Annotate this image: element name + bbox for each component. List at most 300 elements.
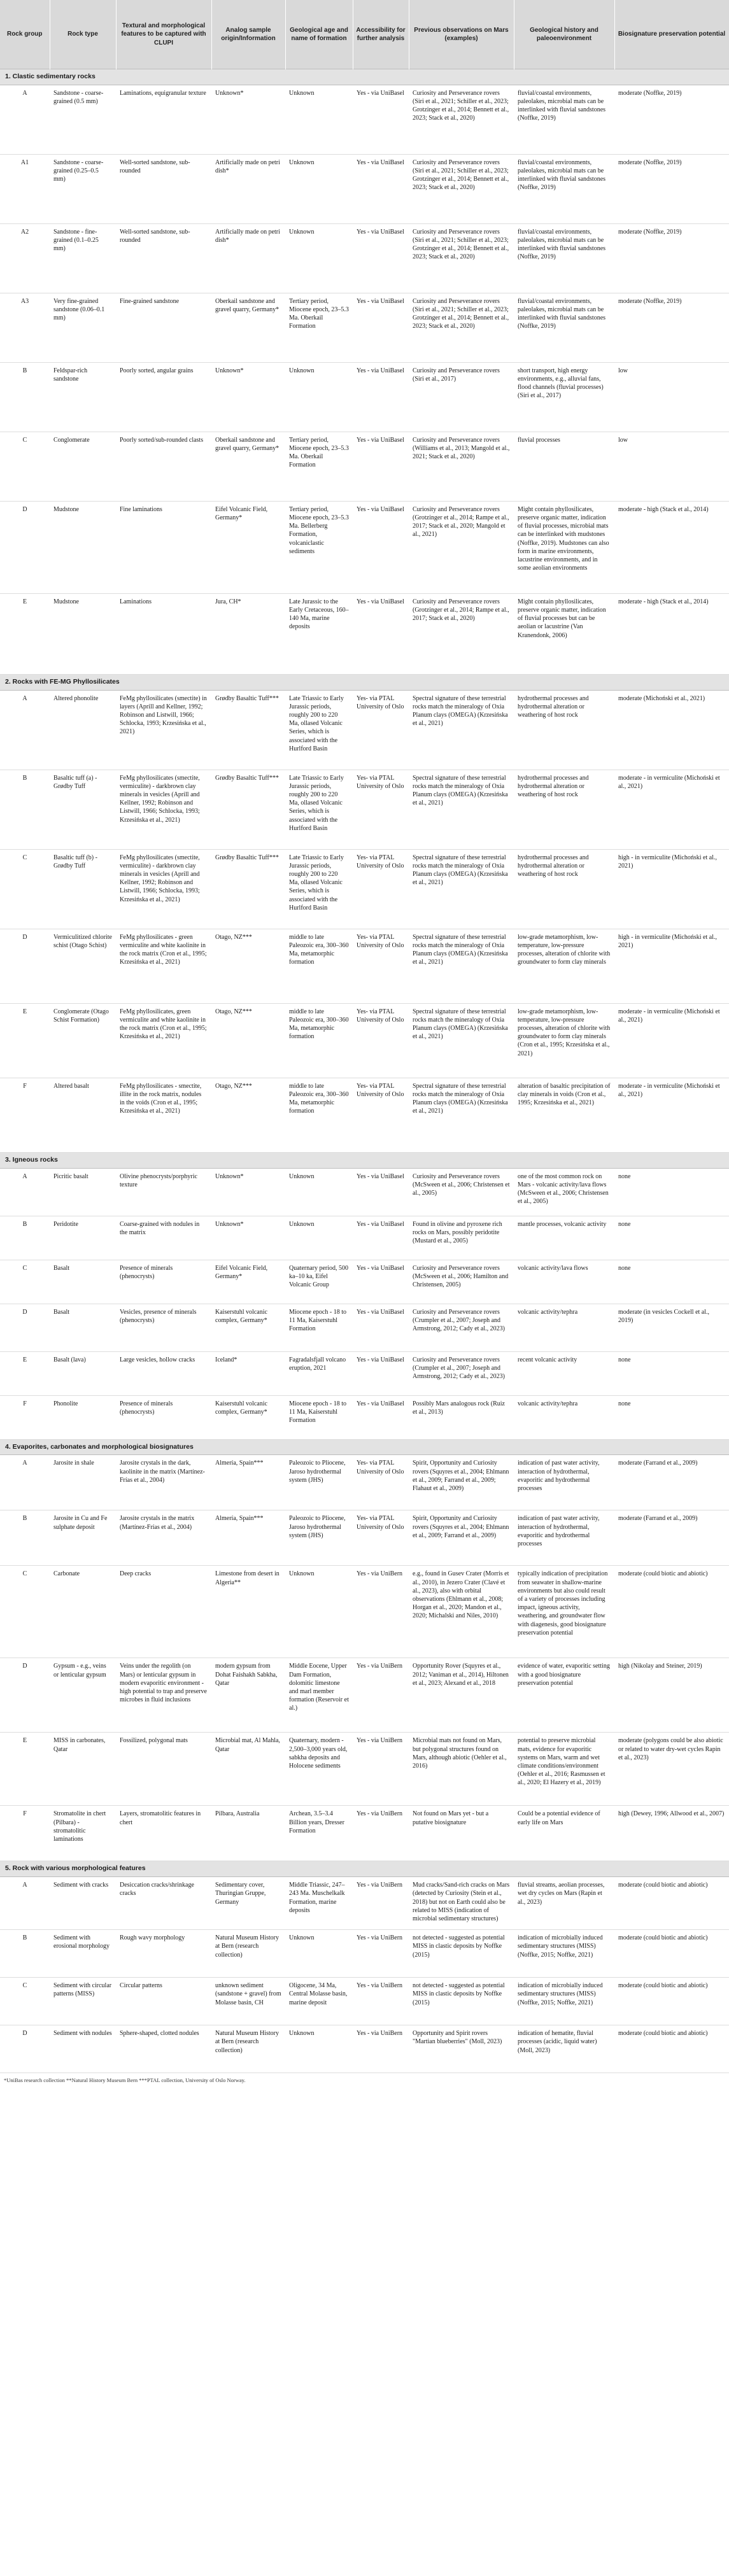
age-cell: Paleozoic to Pliocene, Jaroso hydrothermal system (JHS) [285,1510,353,1566]
rock-type-cell: Jarosite in Cu and Fe sulphate deposit [50,1510,116,1566]
origin-cell: Otago, NZ*** [211,929,285,1003]
rock-type-cell: Sediment with erosional morphology [50,1930,116,1978]
access-cell: Yes - via UniBern [353,1806,409,1861]
table-row [0,154,729,223]
mars-observations-cell: Spirit, Opportunity and Curiosity rovers (Squyres et al., 2004; Ehlmann et al., 2009; Farrand et al., 2009; Flahaut et al., 2009) [409,1455,514,1510]
texture-cell: FeMg phyllosilicates (smectite, vermiculite) - darkbrown clay minerals in vesicles (Aprill and Kellner, 1992; Robinson and Listwill, 1966; Schlocka, 1993; Krzesińska et al., 2021) [116,849,211,929]
history-cell: volcanic activity/lava flows [514,1260,614,1304]
history-cell: fluvial/coastal environments, paleolakes, microbial mats can be interlinked with fluvial sandstones (Noffke, 2019) [514,85,614,154]
rock-type-cell: Gypsum - e.g., veins or lenticular gypsum [50,1658,116,1733]
origin-cell: Natural Museum History at Bern (research collection) [211,2025,285,2073]
biosignature-cell: moderate - high (Stack et al., 2014) [614,501,729,593]
texture-cell: Well-sorted sandstone, sub-rounded [116,154,211,223]
access-cell: Yes - via UniBasel [353,593,409,674]
section-title: 5. Rock with various morphological features [0,1861,729,1877]
rock-group-cell: F [0,1806,50,1861]
history-cell: hydrothermal processes and hydrothermal alteration or weathering of host rock [514,690,614,770]
texture-cell: Presence of minerals (phenocrysts) [116,1260,211,1304]
history-cell: Could be a potential evidence of early life on Mars [514,1806,614,1861]
origin-cell: Grødby Basaltic Tuff*** [211,770,285,849]
texture-cell: Well-sorted sandstone, sub-rounded [116,223,211,293]
biosignature-cell: moderate (Farrand et al., 2009) [614,1455,729,1510]
access-cell: Yes- via PTAL University of Oslo [353,1510,409,1566]
age-cell: Fagradalsfjall volcano eruption, 2021 [285,1351,353,1395]
rock-type-cell: Carbonate [50,1566,116,1658]
rock-type-cell: Sandstone - coarse-grained (0.25–0.5 mm) [50,154,116,223]
history-cell: short transport, high energy environments, e.g., alluvial fans, flood channels (fluvial processes) (Siri et al., 2017) [514,362,614,432]
rock-group-cell: B [0,362,50,432]
access-cell: Yes - via UniBasel [353,85,409,154]
biosignature-cell: moderate - in vermiculite (Michoński et al., 2021) [614,1003,729,1078]
table-row [0,1877,729,1930]
mars-observations-cell: Curiosity and Perseverance rovers (Siri et al., 2021; Schiller et al., 2023; Grotzinger et al., 2014; Bennett et al., 2023; Stack et al., 2020) [409,85,514,154]
table-row [0,293,729,362]
table-row [0,1733,729,1806]
rock-type-cell: Sandstone - coarse-grained (0.5 mm) [50,85,116,154]
age-cell: Middle Triassic, 247–243 Ma. Muschelkalk Formation, marine deposits [285,1877,353,1930]
header-biosignature: Biosignature preservation potential [614,0,729,69]
rock-group-cell: E [0,1351,50,1395]
access-cell: Yes- via PTAL University of Oslo [353,849,409,929]
age-cell: Tertiary period, Miocene epoch, 23–5.3 Ma. Oberkail Formation [285,432,353,501]
mars-observations-cell: Spectral signature of these terrestrial rocks match the mineralogy of Oxia Planum clays (OMEGA) (Krzesińska et al., 2021) [409,849,514,929]
rock-type-cell: Basalt (lava) [50,1351,116,1395]
rock-type-cell: MISS in carbonates, Qatar [50,1733,116,1806]
biosignature-cell: high - in vermiculite (Michoński et al., 2021) [614,849,729,929]
age-cell: Late Triassic to Early Jurassic periods, roughly 200 to 220 Ma, ollased Volcanic Series, which is associated with the Hurlford Basin [285,690,353,770]
rock-group-cell: A [0,1877,50,1930]
history-cell: volcanic activity/tephra [514,1395,614,1439]
rock-group-cell: A [0,85,50,154]
access-cell: Yes - via UniBasel [353,154,409,223]
age-cell: Miocene epoch - 18 to 11 Ma, Kaiserstuhl Formation [285,1304,353,1351]
table-row [0,1168,729,1216]
access-cell: Yes - via UniBasel [353,432,409,501]
access-cell: Yes- via PTAL University of Oslo [353,690,409,770]
mars-observations-cell: Curiosity and Perseverance rovers (Grotzinger et al., 2014; Rampe et al., 2017; Stack et al., 2020; Mangold et al., 2021) [409,501,514,593]
mars-observations-cell: Curiosity and Perseverance rovers (Siri et al., 2021; Schiller et al., 2023; Grotzinger et al., 2014; Bennett et al., 2023; Stack et al., 2020) [409,293,514,362]
texture-cell: Laminations [116,593,211,674]
age-cell: middle to late Paleozoic era, 300–360 Ma, metamorphic formation [285,929,353,1003]
rock-type-cell: Sandstone - fine-grained (0.1–0.25 mm) [50,223,116,293]
table-row [0,690,729,770]
rock-group-cell: C [0,1978,50,2025]
age-cell: Middle Eocene, Upper Dam Formation, dolomitic limestone and marl member formation (Reservoir et al.) [285,1658,353,1733]
origin-cell: Jura, CH* [211,593,285,674]
biosignature-cell: low [614,362,729,432]
table-row [0,2025,729,2073]
access-cell: Yes- via PTAL University of Oslo [353,1003,409,1078]
age-cell: Late Jurassic to the Early Cretaceous, 160–140 Ma, marine deposits [285,593,353,674]
history-cell: indication of past water activity, interaction of hydrothermal, evaporitic and hydrothermal processes [514,1510,614,1566]
origin-cell: Otago, NZ*** [211,1003,285,1078]
texture-cell: Coarse-grained with nodules in the matrix [116,1216,211,1260]
mars-observations-cell: Curiosity and Perseverance rovers (Crumpler et al., 2007; Joseph and Armstrong, 2012; Cady et al., 2023) [409,1351,514,1395]
rock-group-cell: A1 [0,154,50,223]
table-row [0,1395,729,1439]
section-row [0,1861,729,1877]
access-cell: Yes - via UniBern [353,1930,409,1978]
access-cell: Yes - via UniBern [353,1566,409,1658]
age-cell: Unknown [285,154,353,223]
mars-observations-cell: not detected - suggested as potential MISS in clastic deposits by Noffke (2015) [409,1930,514,1978]
table-row [0,1658,729,1733]
rock-type-cell: Basaltic tuff (a) - Grødby Tuff [50,770,116,849]
age-cell: Unknown [285,1168,353,1216]
access-cell: Yes - via UniBasel [353,223,409,293]
access-cell: Yes - via UniBern [353,2025,409,2073]
origin-cell: modern gypsum from Dohat Faishakh Sabkha, Qatar [211,1658,285,1733]
rock-group-cell: D [0,929,50,1003]
age-cell: Miocene epoch - 18 to 11 Ma, Kaiserstuhl Formation [285,1395,353,1439]
texture-cell: FeMg phyllosilicates, green vermiculite and white kaolinite in the rock matrix (Cron et al., 1995; Krzesińska et al., 2021) [116,1003,211,1078]
texture-cell: Fossilized, polygonal mats [116,1733,211,1806]
history-cell: Might contain phyllosilicates, preserve organic matter, indication of fluvial processes, microbial mats can be interlinked with mudstones (Noffke, 2019). Mudstones can also form in marine environments, lacustrine environments, and in some aeolian environments [514,501,614,593]
texture-cell: Poorly sorted/sub-rounded clasts [116,432,211,501]
age-cell: Unknown [285,1216,353,1260]
access-cell: Yes - via UniBasel [353,1216,409,1260]
age-cell: Quaternary period, 500 ka–10 ka, Eifel Volcanic Group [285,1260,353,1304]
biosignature-cell: none [614,1351,729,1395]
biosignature-cell: moderate (Noffke, 2019) [614,223,729,293]
mars-observations-cell: Possibly Mars analogous rock (Ruiz et al., 2013) [409,1395,514,1439]
history-cell: one of the most common rock on Mars - volcanic activity/lava flows (McSween et al., 2006; Christensen et al., 2005) [514,1168,614,1216]
header-rock-type: Rock type [50,0,116,69]
rock-type-cell: Altered phonolite [50,690,116,770]
table-row [0,1566,729,1658]
rock-group-cell: A [0,1455,50,1510]
rock-group-cell: A3 [0,293,50,362]
biosignature-cell: none [614,1168,729,1216]
rock-group-cell: B [0,1510,50,1566]
origin-cell: Eifel Volcanic Field, Germany* [211,1260,285,1304]
age-cell: middle to late Paleozoic era, 300–360 Ma, metamorphic formation [285,1003,353,1078]
access-cell: Yes - via UniBasel [353,1351,409,1395]
access-cell: Yes - via UniBasel [353,1395,409,1439]
table-row [0,1304,729,1351]
biosignature-cell: moderate (Farrand et al., 2009) [614,1510,729,1566]
rock-group-cell: C [0,1566,50,1658]
rock-group-cell: B [0,770,50,849]
mars-observations-cell: Curiosity and Perseverance rovers (Siri et al., 2021; Schiller et al., 2023; Grotzinger et al., 2014; Bennett et al., 2023; Stack et al., 2020) [409,223,514,293]
texture-cell: Deep cracks [116,1566,211,1658]
origin-cell: Unknown* [211,1168,285,1216]
history-cell: fluvial/coastal environments, paleolakes, microbial mats can be interlinked with fluvial sandstones (Noffke, 2019) [514,293,614,362]
origin-cell: Kaiserstuhl volcanic complex, Germany* [211,1395,285,1439]
biosignature-cell: moderate (in vesicles Cockell et al., 2019) [614,1304,729,1351]
biosignature-cell: high (Dewey, 1996; Allwood et al., 2007) [614,1806,729,1861]
table-row [0,770,729,849]
table-row [0,1930,729,1978]
table-row [0,1260,729,1304]
section-title: 3. Igneous rocks [0,1152,729,1168]
age-cell: Oligocene, 34 Ma, Central Molasse basin, marine deposit [285,1978,353,2025]
origin-cell: Microbial mat, Al Mahla, Qatar [211,1733,285,1806]
access-cell: Yes - via UniBern [353,1978,409,2025]
mars-observations-cell: Curiosity and Perseverance rovers (Williams et al., 2013; Mangold et al., 2021; Stack et al., 2020) [409,432,514,501]
age-cell: Unknown [285,85,353,154]
biosignature-cell: moderate (could biotic and abiotic) [614,1877,729,1930]
header-mars: Previous observations on Mars (examples) [409,0,514,69]
texture-cell: Jarosite crystals in the matrix (Martínez-Frías et al., 2004) [116,1510,211,1566]
rock-type-cell: Mudstone [50,593,116,674]
access-cell: Yes- via PTAL University of Oslo [353,929,409,1003]
texture-cell: Veins under the regolith (on Mars) or lenticular gypsum in modern evaporitic environment - high potential to trap and preserve microbes in fluid inclusions [116,1658,211,1733]
biosignature-cell: moderate - in vermiculite (Michoński et al., 2021) [614,1078,729,1152]
table-row [0,1216,729,1260]
age-cell: Late Triassic to Early Jurassic periods, roughly 200 to 220 Ma, ollased Volcanic Series, which is associated with the Hurlford Basin [285,849,353,929]
mars-observations-cell: not detected - suggested as potential MISS in clastic deposits by Noffke (2015) [409,1978,514,2025]
mars-observations-cell: Opportunity Rover (Squyres et al., 2012; Vaniman et al., 2014), Hiltonen et al., 2023; Alexand et al., 2018 [409,1658,514,1733]
table-row [0,1806,729,1861]
biosignature-cell: none [614,1216,729,1260]
age-cell: Unknown [285,1930,353,1978]
rock-type-cell: Basalt [50,1304,116,1351]
header-access: Accessibility for further analysis [353,0,409,69]
rock-group-cell: D [0,2025,50,2073]
age-cell: Unknown [285,1566,353,1658]
biosignature-cell: moderate (could biotic and abiotic) [614,1566,729,1658]
origin-cell: Eifel Volcanic Field, Germany* [211,501,285,593]
origin-cell: Otago, NZ*** [211,1078,285,1152]
origin-cell: unknown sediment (sandstone + gravel) from Molasse basin, CH [211,1978,285,2025]
mars-observations-cell: Curiosity and Perseverance rovers (Crumpler et al., 2007; Joseph and Armstrong, 2012; Cady et al., 2023) [409,1304,514,1351]
age-cell: Unknown [285,362,353,432]
history-cell: typically indication of precipitation from seawater in shallow-marine environments but also could result of a variety of processes including impact, igneous activity, weathering, and groundwater flow with diagenesis, good biosignature preservation potential [514,1566,614,1658]
rock-type-cell: Basalt [50,1260,116,1304]
access-cell: Yes - via UniBasel [353,293,409,362]
table-row [0,85,729,154]
history-cell: volcanic activity/tephra [514,1304,614,1351]
origin-cell: Iceland* [211,1351,285,1395]
rock-group-cell: E [0,1733,50,1806]
texture-cell: Jarosite crystals in the dark, kaolinite in the matrix (Martínez-Frías et al., 2004) [116,1455,211,1510]
biosignature-cell: moderate - high (Stack et al., 2014) [614,593,729,674]
origin-cell: Artificially made on petri dish* [211,223,285,293]
biosignature-cell: moderate (could biotic and abiotic) [614,1978,729,2025]
rock-type-cell: Peridotite [50,1216,116,1260]
access-cell: Yes - via UniBasel [353,1260,409,1304]
section-title: 2. Rocks with FE-MG Phyllosilicates [0,674,729,690]
origin-cell: Oberkail sandstone and gravel quarry, Germany* [211,293,285,362]
biosignature-cell: moderate - in vermiculite (Michoński et al., 2021) [614,770,729,849]
access-cell: Yes- via PTAL University of Oslo [353,1078,409,1152]
rock-group-cell: E [0,593,50,674]
texture-cell: FeMg phyllosilicates - green vermiculite and white kaolinite in the rock matrix (Cron et al., 1995; Krzesińska et al., 2021) [116,929,211,1003]
rock-group-cell: B [0,1930,50,1978]
header-rock-group: Rock group [0,0,50,69]
texture-cell: Large vesicles, hollow cracks [116,1351,211,1395]
rock-group-cell: D [0,1658,50,1733]
section-row [0,69,729,85]
origin-cell: Natural Museum History at Bern (research collection) [211,1930,285,1978]
biosignature-cell: high - in vermiculite (Michoński et al., 2021) [614,929,729,1003]
texture-cell: Vesicles, presence of minerals (phenocrysts) [116,1304,211,1351]
mars-observations-cell: Microbial mats not found on Mars, but polygonal structures found on Mars, although abiotic (Oehler et al., 2016) [409,1733,514,1806]
section-title: 4. Evaporites, carbonates and morphological biosignatures [0,1439,729,1455]
age-cell: Tertiary period, Miocene epoch, 23–5.3 Ma. Bellerberg Formation, volcaniclastic sediments [285,501,353,593]
table-row [0,1078,729,1152]
biosignature-cell: moderate (polygons could be also abiotic or related to water dry-wet cycles Rapin et al., 2023) [614,1733,729,1806]
rock-type-cell: Picritic basalt [50,1168,116,1216]
biosignature-cell: moderate (Noffke, 2019) [614,154,729,223]
mars-observations-cell: Curiosity and Perseverance rovers (McSween et al., 2006; Hamilton and Christensen, 2005) [409,1260,514,1304]
origin-cell: Kaiserstuhl volcanic complex, Germany* [211,1304,285,1351]
history-cell: low-grade metamorphism, low-temperature, low-pressure processes, alteration of chlorite with groundwater to form clay minerals (Cron et al., 1995; Krzesińska et al., 2021) [514,1003,614,1078]
origin-cell: Artificially made on petri dish* [211,154,285,223]
table-row [0,1455,729,1510]
rock-type-cell: Vermiculitized chlorite schist (Otago Schist) [50,929,116,1003]
origin-cell: Limestone from desert in Algeria** [211,1566,285,1658]
texture-cell: FeMg phyllosilicates (smectite, vermiculite) - darkbrown clay minerals in vesicles (Aprill and Kellner, 1992; Robinson and Listwill, 1966; Schlocka, 1993; Krzesińska et al., 2021) [116,770,211,849]
biosignature-cell: moderate (Michoński et al., 2021) [614,690,729,770]
access-cell: Yes- via PTAL University of Oslo [353,1455,409,1510]
mars-observations-cell: Curiosity and Perseverance rovers (Siri et al., 2021; Schiller et al., 2023; Grotzinger et al., 2014; Bennett et al., 2023; Stack et al., 2020) [409,154,514,223]
biosignature-cell: none [614,1260,729,1304]
table-row [0,1978,729,2025]
header-age: Geological age and name of formation [285,0,353,69]
mars-observations-cell: Spectral signature of these terrestrial rocks match the mineralogy of Oxia Planum clays (OMEGA) (Krzesińska et al., 2021) [409,1078,514,1152]
header-texture: Textural and morphological features to be captured with CLUPI [116,0,211,69]
biosignature-cell: moderate (Noffke, 2019) [614,85,729,154]
mars-observations-cell: Curiosity and Perseverance rovers (Grotzinger et al., 2014; Rampe et al., 2017; Stack et al., 2020) [409,593,514,674]
history-cell: fluvial/coastal environments, paleolakes, microbial mats can be interlinked with fluvial sandstones (Noffke, 2019) [514,223,614,293]
texture-cell: Rough wavy morphology [116,1930,211,1978]
table-row [0,849,729,929]
texture-cell: Sphere-shaped, clotted nodules [116,2025,211,2073]
biosignature-cell: moderate (could biotic and abiotic) [614,2025,729,2073]
rock-group-cell: D [0,1304,50,1351]
mars-observations-cell: Spectral signature of these terrestrial rocks match the mineralogy of Oxia Planum clays (OMEGA) (Krzesińska et al., 2021) [409,929,514,1003]
rock-type-cell: Sediment with circular patterns (MISS) [50,1978,116,2025]
rock-type-cell: Basaltic tuff (b) - Grødby Tuff [50,849,116,929]
origin-cell: Sedimentary cover, Thuringian Gruppe, Germany [211,1877,285,1930]
age-cell: Late Triassic to Early Jurassic periods, roughly 200 to 220 Ma, ollased Volcanic Series, which is associated with the Hurlford Basin [285,770,353,849]
history-cell: hydrothermal processes and hydrothermal alteration or weathering of host rock [514,849,614,929]
history-cell: mantle processes, volcanic activity [514,1216,614,1260]
history-cell: indication of past water activity, interaction of hydrothermal, evaporitic and hydrothermal processes [514,1455,614,1510]
origin-cell: Unknown* [211,1216,285,1260]
access-cell: Yes - via UniBern [353,1733,409,1806]
rock-group-cell: C [0,849,50,929]
mars-observations-cell: Not found on Mars yet - but a putative biosignature [409,1806,514,1861]
access-cell: Yes- via PTAL University of Oslo [353,770,409,849]
mars-observations-cell: Spectral signature of these terrestrial rocks match the mineralogy of Oxia Planum clays (OMEGA) (Krzesińska et al., 2021) [409,1003,514,1078]
origin-cell: Unknown* [211,362,285,432]
rock-type-cell: Very fine-grained sandstone (0.06–0.1 mm) [50,293,116,362]
history-cell: low-grade metamorphism, low-temperature, low-pressure processes, alteration of chlorite with groundwater to form clay minerals [514,929,614,1003]
mars-observations-cell: Found in olivine and pyroxene rich rocks on Mars, possibly peridotite (Mustard et al., 2005) [409,1216,514,1260]
table-row [0,593,729,674]
rock-type-cell: Conglomerate (Otago Schist Formation) [50,1003,116,1078]
history-cell: fluvial/coastal environments, paleolakes, microbial mats can be interlinked with fluvial sandstones (Noffke, 2019) [514,154,614,223]
texture-cell: Layers, stromatolitic features in chert [116,1806,211,1861]
table-row [0,929,729,1003]
table-row [0,501,729,593]
texture-cell: Fine-grained sandstone [116,293,211,362]
texture-cell: Circular patterns [116,1978,211,2025]
rock-group-cell: A2 [0,223,50,293]
history-cell: indication of hematite, fluvial processes (acidic, liquid water) (Moll, 2023) [514,2025,614,2073]
origin-cell: Unknown* [211,85,285,154]
history-cell: hydrothermal processes and hydrothermal alteration or weathering of host rock [514,770,614,849]
rock-type-cell: Sediment with cracks [50,1877,116,1930]
rock-type-cell: Phonolite [50,1395,116,1439]
section-row [0,1439,729,1455]
table-header [0,0,729,69]
rock-group-cell: F [0,1395,50,1439]
texture-cell: Presence of minerals (phenocrysts) [116,1395,211,1439]
table-row [0,223,729,293]
origin-cell: Almería, Spain*** [211,1455,285,1510]
age-cell: Quaternary, modern - 2,500–3,000 years old, sabkha deposits and Holocene sediments [285,1733,353,1806]
age-cell: Unknown [285,2025,353,2073]
origin-cell: Pilbara, Australia [211,1806,285,1861]
rock-group-cell: C [0,1260,50,1304]
mars-observations-cell: Opportunity and Spirit rovers "Martian blueberries" (Moll, 2023) [409,2025,514,2073]
access-cell: Yes - via UniBasel [353,1304,409,1351]
mars-observations-cell: Mud cracks/Sand-rich cracks on Mars (detected by Curiosity (Stein et al., 2018) but not on Earth could also be related to MISS (indication of microbial sedimentary structures) [409,1877,514,1930]
history-cell: indication of microbially induced sedimentary structures (MISS) (Noffke, 2015; Noffke, 2021) [514,1978,614,2025]
texture-cell: Olivine phenocrysts/porphyric texture [116,1168,211,1216]
age-cell: Archean, 3.5–3.4 Billion years, Dresser Formation [285,1806,353,1861]
history-cell: evidence of water, evaporitic setting with a good biosignature preservation potential [514,1658,614,1733]
mars-observations-cell: Curiosity and Perseverance rovers (Siri et al., 2017) [409,362,514,432]
section-row [0,1152,729,1168]
section-title: 1. Clastic sedimentary rocks [0,69,729,85]
history-cell: fluvial processes [514,432,614,501]
rock-type-cell: Jarosite in shale [50,1455,116,1510]
mars-observations-cell: Spirit, Opportunity and Curiosity rovers (Squyres et al., 2004; Ehlmann et al., 2009; Farrand et al., 2009) [409,1510,514,1566]
origin-cell: Almería, Spain*** [211,1510,285,1566]
texture-cell: FeMg phyllosilicates (smectite) in layers (Aprill and Kellner, 1992; Robinson and Listwill, 1966; Schlocka, 1993; Krzesińska et al., 2021) [116,690,211,770]
mars-observations-cell: Curiosity and Perseverance rovers (McSween et al., 2006; Christensen et al., 2005) [409,1168,514,1216]
header-history: Geological history and paleoenvironment [514,0,614,69]
mars-observations-cell: Spectral signature of these terrestrial rocks match the mineralogy of Oxia Planum clays (OMEGA) (Krzesińska et al., 2021) [409,690,514,770]
texture-cell: FeMg phyllosilicates - smectite, illite in the rock matrix, nodules in the voids (Cron et al., 1995; Krzesińska et al., 2021) [116,1078,211,1152]
table-row [0,1003,729,1078]
texture-cell: Desiccation cracks/shrinkage cracks [116,1877,211,1930]
rock-type-cell: Feldspar-rich sandstone [50,362,116,432]
biosignature-cell: moderate (Noffke, 2019) [614,293,729,362]
rock-group-cell: B [0,1216,50,1260]
age-cell: Paleozoic to Pliocene, Jaroso hydrothermal system (JHS) [285,1455,353,1510]
rock-type-cell: Altered basalt [50,1078,116,1152]
table-body [0,69,729,2073]
origin-cell: Oberkail sandstone and gravel quarry, Germany* [211,432,285,501]
texture-cell: Fine laminations [116,501,211,593]
age-cell: Unknown [285,223,353,293]
biosignature-cell: none [614,1395,729,1439]
history-cell: potential to preserve microbial mats, evidence for evaporitic systems on Mars, warm and wet climate conditions/environment (Oehler et al., 2016; Rasmussen et al., 2020; El Hazery et al., 2019) [514,1733,614,1806]
table-footnote: *UniBas research collection **Natural History Museum Bern ***PTAL collection, University of Oslo Norway. [4,2077,246,2084]
mars-observations-cell: e.g., found in Gusev Crater (Morris et al., 2010), in Jezero Crater (Clavé et al., 2023), also with orbital observations (Ehlmann et al., 2008; Horgan et al., 2020; Mandon et al., 2020; Michalski and Niles, 2010) [409,1566,514,1658]
rock-type-cell: Sediment with nodules [50,2025,116,2073]
table-row [0,1351,729,1395]
rock-type-cell: Mudstone [50,501,116,593]
table-row [0,1510,729,1566]
biosignature-cell: high (Nikolay and Steiner, 2019) [614,1658,729,1733]
rock-group-cell: E [0,1003,50,1078]
access-cell: Yes - via UniBern [353,1877,409,1930]
origin-cell: Grødby Basaltic Tuff*** [211,849,285,929]
access-cell: Yes - via UniBern [353,1658,409,1733]
history-cell: Might contain phyllosilicates, preserve organic matter, indication of fluvial processes but can be aeolian or lacustrine (Van Kranendonk, 2006) [514,593,614,674]
table-row [0,362,729,432]
rock-group-cell: A [0,690,50,770]
biosignature-cell: moderate (could biotic and abiotic) [614,1930,729,1978]
biosignature-cell: low [614,432,729,501]
